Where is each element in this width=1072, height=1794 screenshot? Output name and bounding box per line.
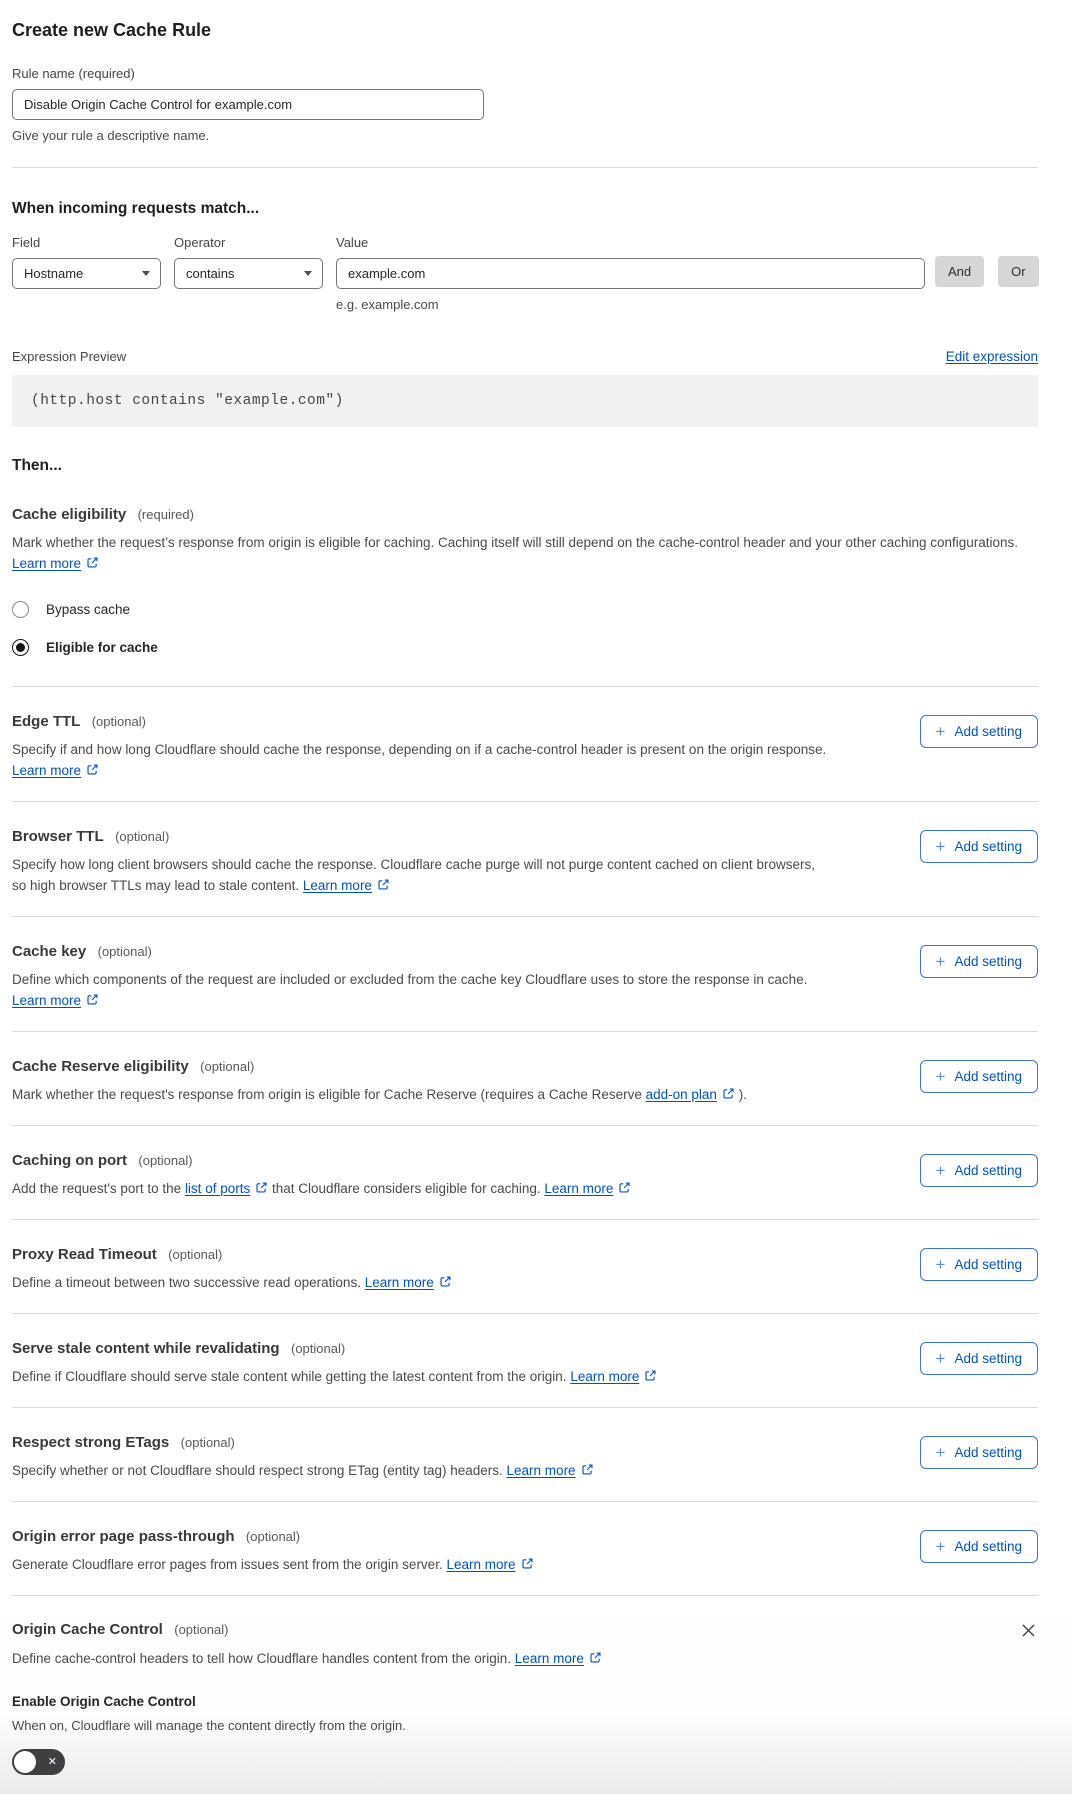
toggle-off-x-icon: ✕ <box>47 1756 57 1769</box>
link-learn-more[interactable]: Learn more <box>514 1651 584 1666</box>
optional-tag: (optional) <box>174 1622 229 1637</box>
plus-icon: + <box>935 1443 946 1462</box>
optional-tag: (optional) <box>97 944 152 959</box>
section-title: Origin error page pass-through <box>12 1528 235 1545</box>
external-link-icon <box>86 763 99 776</box>
external-link-icon <box>618 1181 631 1194</box>
link-learn-more[interactable]: Learn more <box>544 1181 614 1196</box>
rule-name-input[interactable] <box>12 89 484 120</box>
section-title: Cache key <box>12 943 87 960</box>
origin-cache-control-panel <box>0 1596 1072 1794</box>
link-learn-more[interactable]: Learn more <box>12 993 82 1008</box>
enable-origin-cache-control-description: When on, Cloudflare will manage the content directly from the origin. <box>12 1718 406 1733</box>
setting-section-cache-key <box>12 916 1038 1031</box>
section-title: Serve stale content while revalidating <box>12 1340 280 1357</box>
plus-icon: + <box>935 1349 946 1368</box>
cache-eligibility-description: Mark whether the request’s response from origin is eligible for caching. Caching itself will still depend on the cache-control header and your other caching configurations. Learn more <box>12 535 1019 571</box>
section-heading <box>12 943 832 961</box>
section-heading <box>12 1434 594 1452</box>
external-link-icon <box>377 878 390 891</box>
external-link-icon <box>589 1651 602 1664</box>
chevron-down-icon <box>142 271 150 276</box>
radio-icon <box>12 639 29 656</box>
add-setting-button-respect-strong-etags[interactable]: + Add setting <box>920 1436 1038 1469</box>
plus-icon: + <box>935 1537 946 1556</box>
add-setting-button-serve-stale-content-while-revalidating[interactable]: + Add setting <box>920 1342 1038 1375</box>
link-learn-more[interactable]: Learn more <box>364 1275 434 1290</box>
chevron-down-icon <box>304 271 312 276</box>
optional-tag: (optional) <box>91 714 146 729</box>
external-link-icon <box>521 1557 534 1570</box>
section-title: Origin Cache Control <box>12 1621 163 1638</box>
plus-icon: + <box>935 722 946 741</box>
toggle-knob-icon <box>14 1751 36 1773</box>
optional-tag: (optional) <box>245 1529 301 1544</box>
plus-icon: + <box>935 1067 946 1086</box>
radio-label: Eligible for cache <box>46 640 158 655</box>
link-learn-more[interactable]: Learn more <box>570 1369 640 1384</box>
section-heading <box>12 1246 452 1264</box>
and-button[interactable]: And <box>935 256 984 287</box>
expression-preview-box <box>12 375 1038 427</box>
section-description: Generate Cloudflare error pages from issues sent from the origin server. Learn more <box>12 1554 534 1575</box>
link-learn-more[interactable]: Learn more <box>12 763 82 778</box>
section-title: Respect strong ETags <box>12 1434 170 1451</box>
add-setting-button-browser-ttl[interactable]: + Add setting <box>920 830 1038 863</box>
optional-tag: (optional) <box>180 1435 235 1450</box>
external-link-icon <box>644 1369 657 1382</box>
radio-icon <box>12 601 29 618</box>
radio-label: Bypass cache <box>46 602 131 617</box>
match-heading: When incoming requests match... <box>12 200 260 217</box>
operator-select[interactable] <box>174 258 323 289</box>
rule-name-label: Rule name (required) <box>12 66 135 81</box>
radio-eligible-for-cache[interactable] <box>12 639 1038 656</box>
add-setting-button-cache-key[interactable]: + Add setting <box>920 945 1038 978</box>
operator-label: Operator <box>174 235 226 250</box>
link-add-on-plan[interactable]: add-on plan <box>645 1087 717 1102</box>
cache-eligibility-heading <box>12 506 1038 524</box>
setting-section-origin-error-page-pass-through <box>12 1501 1038 1595</box>
plus-icon: + <box>935 952 946 971</box>
external-link-icon <box>86 993 99 1006</box>
section-title: Edge TTL <box>12 713 81 730</box>
optional-tag: (optional) <box>115 829 170 844</box>
expression-preview-row <box>12 349 1038 364</box>
setting-section-respect-strong-etags <box>12 1407 1038 1501</box>
link-learn-more[interactable]: Learn more <box>446 1557 516 1572</box>
origin-cache-control-header <box>12 1621 1038 1640</box>
external-link-icon <box>722 1087 735 1100</box>
section-heading <box>12 828 832 846</box>
section-title: Cache Reserve eligibility <box>12 1058 189 1075</box>
add-setting-button-proxy-read-timeout[interactable]: + Add setting <box>920 1248 1038 1281</box>
section-title: Proxy Read Timeout <box>12 1246 157 1263</box>
plus-icon: + <box>935 1255 946 1274</box>
add-setting-button-caching-on-port[interactable]: + Add setting <box>920 1154 1038 1187</box>
operator-select-value: contains <box>186 266 235 281</box>
section-heading <box>12 1528 534 1546</box>
external-link-icon <box>581 1463 594 1476</box>
external-link-icon <box>439 1275 452 1288</box>
link-learn-more[interactable]: Learn more <box>12 556 82 571</box>
page-title: Create new Cache Rule <box>12 20 212 40</box>
section-title: Caching on port <box>12 1152 127 1169</box>
section-description: Specify how long client browsers should cache the response. Cloudflare cache purge will not purge content cached on client browsers, so high browser TTLs may lead to stale content. Learn more <box>12 857 815 893</box>
section-description: Define which components of the request are included or excluded from the cache key Cloudflare uses to store the response in cache. Learn more <box>12 972 808 1008</box>
setting-section-edge-ttl <box>12 686 1038 801</box>
section-description: Specify if and how long Cloudflare should cache the response, depending on if a cache-control header is present on the origin response. Learn more <box>12 742 827 778</box>
external-link-icon <box>86 556 99 569</box>
field-select[interactable] <box>12 258 161 289</box>
expression-preview-label: Expression Preview <box>12 349 127 364</box>
divider <box>12 167 1038 168</box>
section-title: Browser TTL <box>12 828 104 845</box>
optional-tag: (optional) <box>200 1059 255 1074</box>
optional-tag: (optional) <box>290 1341 346 1356</box>
section-description: Mark whether the request's response from origin is eligible for Cache Reserve (requires a Cache Reserve add-on plan ). <box>12 1087 747 1102</box>
operator-column <box>174 235 336 289</box>
external-link-icon <box>255 1181 268 1194</box>
field-column <box>12 235 174 289</box>
settings-sections <box>12 686 1038 1595</box>
then-heading: Then... <box>12 457 62 474</box>
setting-section-caching-on-port <box>12 1125 1038 1219</box>
link-learn-more[interactable]: Learn more <box>302 878 372 893</box>
value-helper: e.g. example.com <box>336 297 439 312</box>
add-setting-button-origin-error-page-pass-through[interactable]: + Add setting <box>920 1530 1038 1563</box>
plus-icon: + <box>935 837 946 856</box>
cache-eligibility-section <box>12 506 1038 656</box>
link-learn-more[interactable]: Learn more <box>506 1463 576 1478</box>
section-heading <box>12 713 832 731</box>
connector-buttons <box>925 256 1039 287</box>
radio-bypass-cache[interactable] <box>12 601 1038 618</box>
rule-name-helper: Give your rule a descriptive name. <box>12 128 210 143</box>
setting-section-browser-ttl <box>12 801 1038 916</box>
value-input[interactable] <box>336 258 925 289</box>
field-label: Field <box>12 235 41 250</box>
optional-tag: (optional) <box>138 1153 193 1168</box>
setting-section-serve-stale-content-while-revalidating <box>12 1313 1038 1407</box>
value-column <box>336 235 925 312</box>
section-description: Define a timeout between two successive read operations. Learn more <box>12 1272 452 1293</box>
expression-code: (http.host contains "example.com") <box>31 393 344 409</box>
edit-expression-link[interactable]: Edit expression <box>945 349 1038 364</box>
add-setting-button-edge-ttl[interactable]: + Add setting <box>920 715 1038 748</box>
add-setting-button-cache-reserve-eligibility[interactable]: + Add setting <box>920 1060 1038 1093</box>
cache-eligibility-options <box>12 601 1038 656</box>
origin-cache-control-description: Define cache-control headers to tell how Cloudflare handles content from the origin. Learn more <box>12 1648 832 1669</box>
section-description: Add the request's port to the list of ports that Cloudflare considers eligible for caching. Learn more <box>12 1178 631 1199</box>
section-heading <box>12 1340 657 1358</box>
setting-section-cache-reserve-eligibility <box>12 1031 1038 1125</box>
value-label: Value <box>336 235 369 250</box>
origin-cache-control-heading <box>12 1621 228 1639</box>
plus-icon: + <box>935 1161 946 1180</box>
field-select-value: Hostname <box>24 266 84 281</box>
optional-tag: (optional) <box>168 1247 223 1262</box>
link-list-of-ports[interactable]: list of ports <box>184 1181 251 1196</box>
section-title: Cache eligibility <box>12 506 127 523</box>
close-icon[interactable] <box>1019 1621 1038 1640</box>
section-heading <box>12 1058 747 1076</box>
section-description: Define if Cloudflare should serve stale content while getting the latest content from the origin. Learn more <box>12 1366 657 1387</box>
section-description: Specify whether or not Cloudflare should respect strong ETag (entity tag) headers. Learn more <box>12 1460 594 1481</box>
origin-cache-control-toggle[interactable] <box>12 1749 65 1775</box>
or-button[interactable]: Or <box>998 256 1038 287</box>
section-heading <box>12 1152 631 1170</box>
setting-section-proxy-read-timeout <box>12 1219 1038 1313</box>
required-tag: (required) <box>137 507 194 522</box>
enable-origin-cache-control-label: Enable Origin Cache Control <box>12 1694 196 1709</box>
match-row <box>12 235 1038 312</box>
